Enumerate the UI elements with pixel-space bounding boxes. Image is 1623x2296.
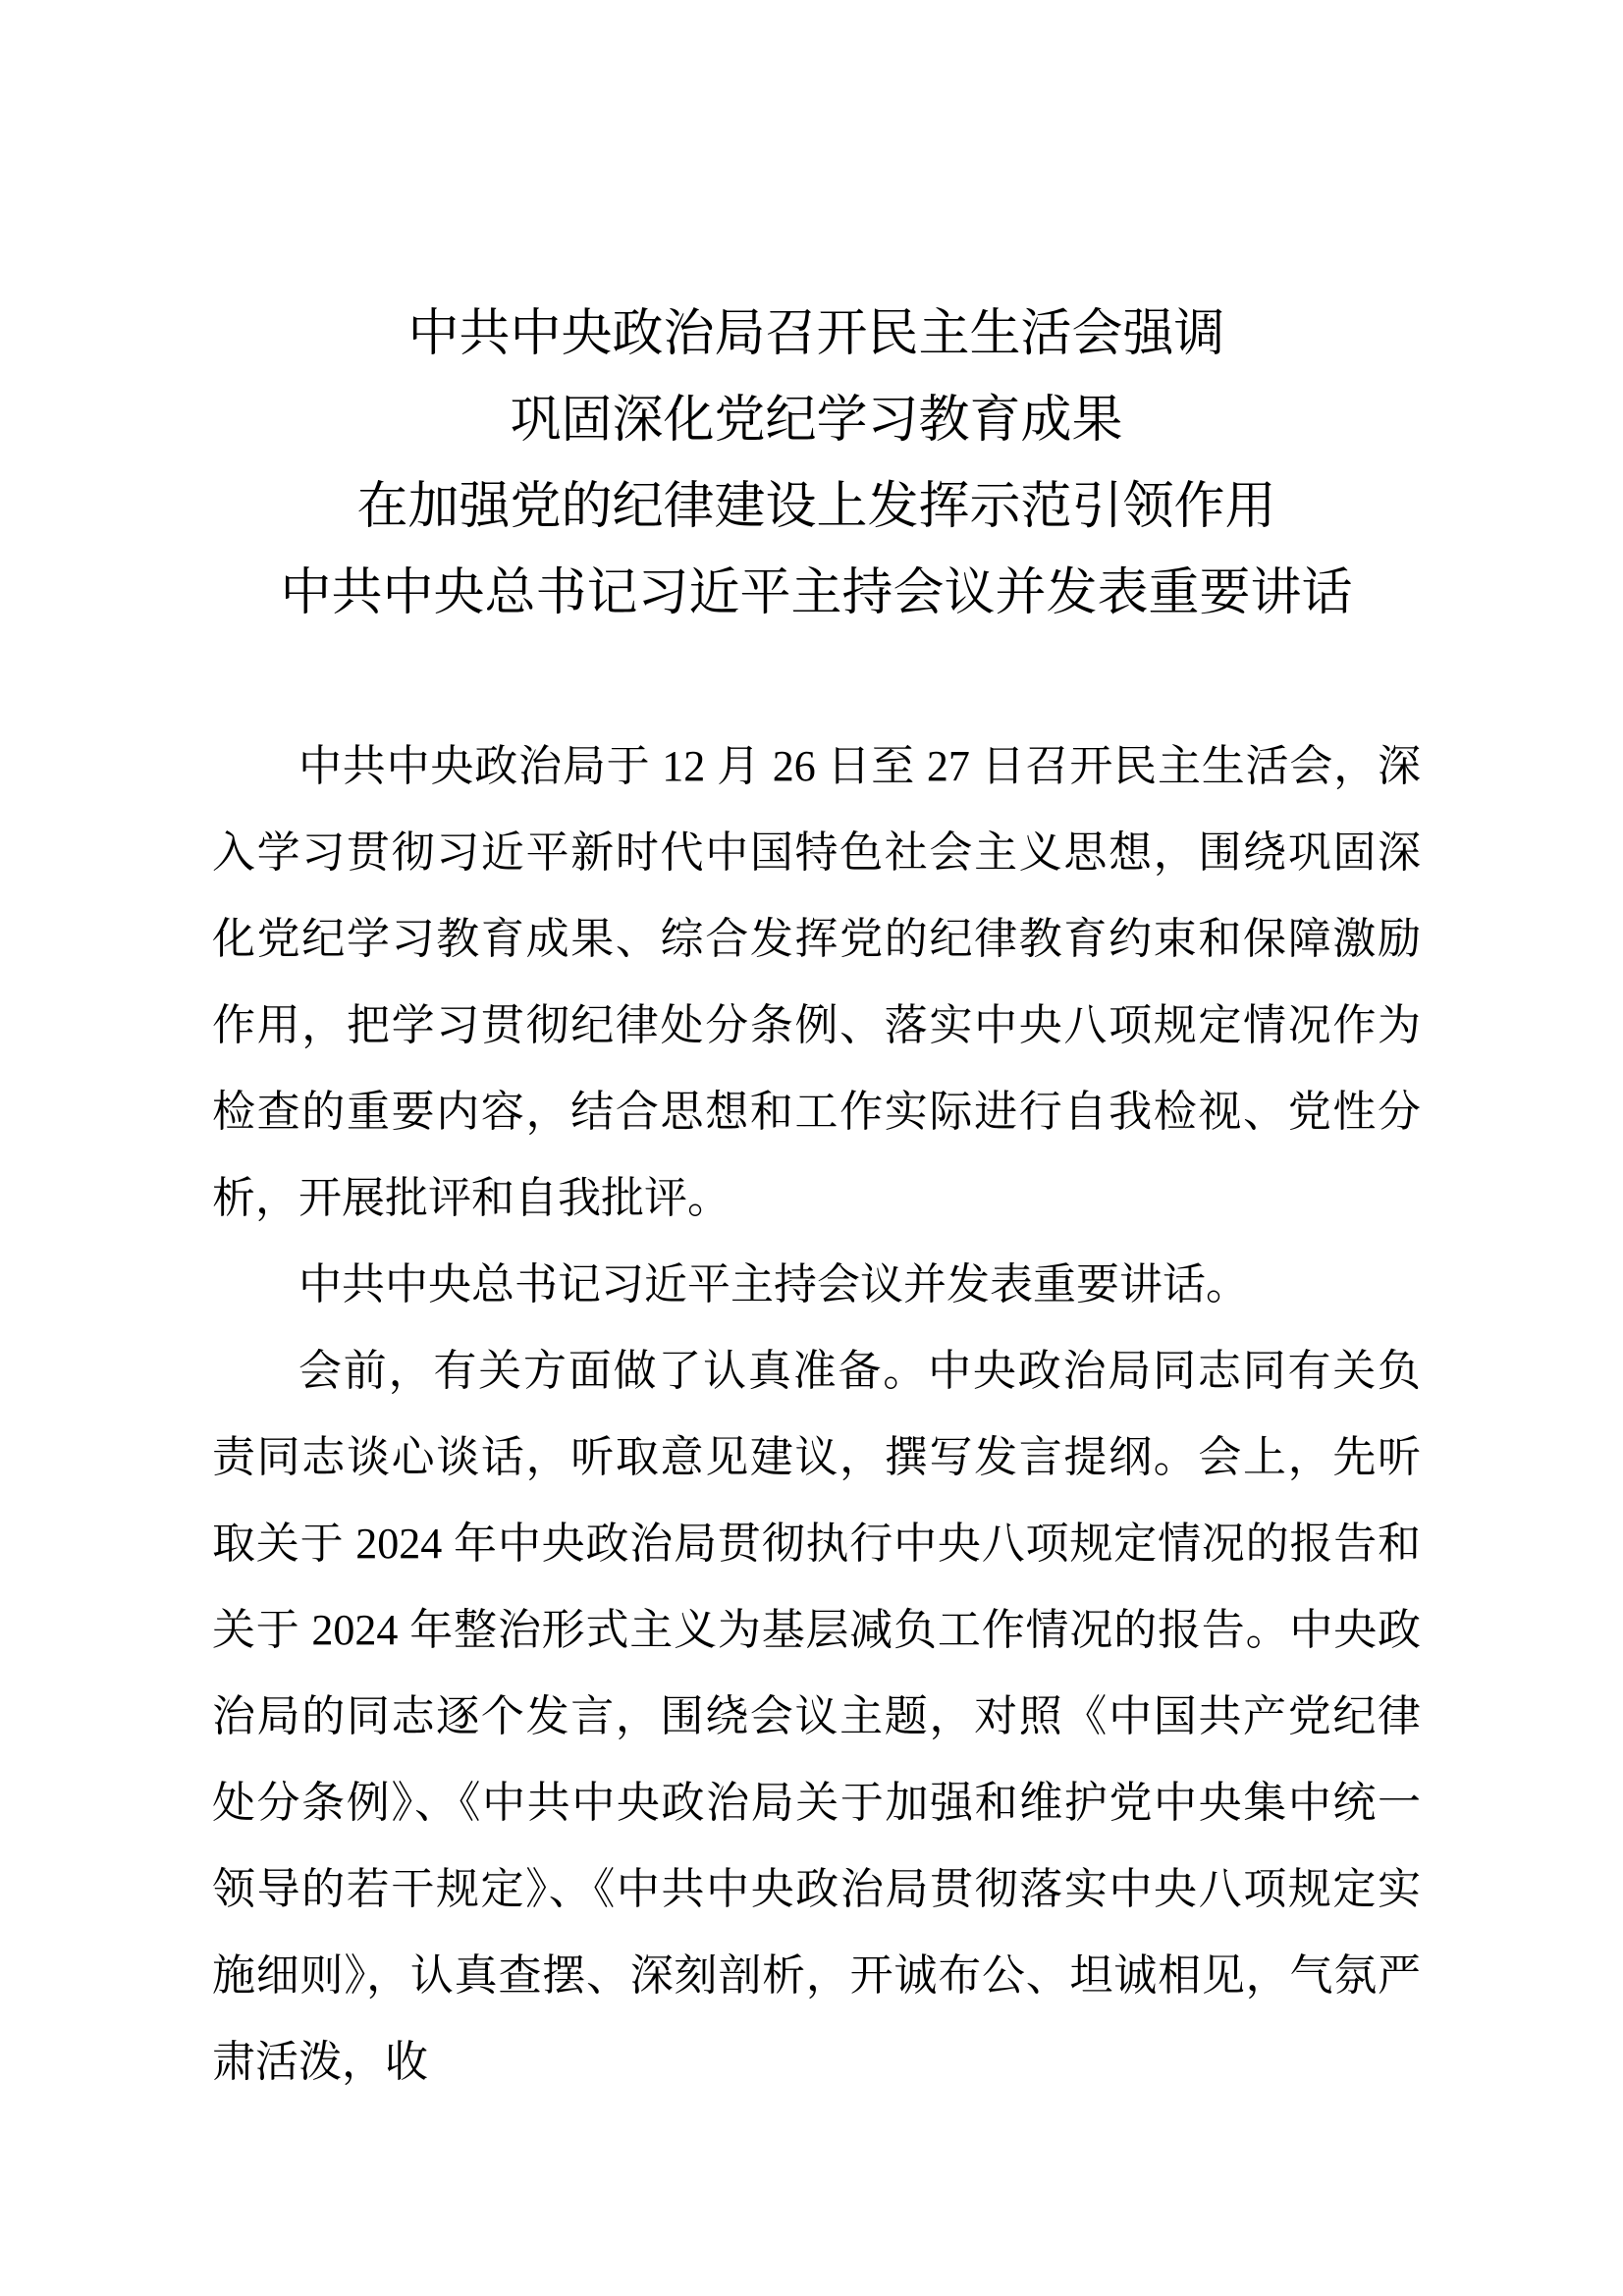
title-line-1: 中共中央政治局召开民主生活会强调 — [407, 306, 1225, 362]
title-line-3: 在加强党的纪律建设上发挥示范引领作用 — [356, 479, 1276, 535]
body-paragraph-3: 会前，有关方面做了认真准备。中央政治局同志同有关负责同志谈心谈话，听取意见建议，撰写发言提纲。会上，先听取关于 2024 年中央政治局贯彻执行中央八项规定情况的报告和关于 2024 年整治形式主义为基层减负工作情况的报告。中央政治局的同志逐个发言，围绕会议主题，对照《中国共产党纪律处分条例》、《中共中央政治局关于加强和维护党中央集中统一领导的若干规定》、《中共中央政治局贯彻落实中央八项规定实施细则》，认真查摆、深刻剖析，开诚布公、坦诚相见，气氛严肃活泼，收 — [212, 1347, 1421, 2086]
title-line-4: 中共中央总书记习近平主持会议并发表重要讲话 — [280, 565, 1353, 621]
document-body — [212, 723, 1421, 2106]
body-paragraph-1: 中共中央政治局于 12 月 26 日至 27 日召开民主生活会，深入学习贯彻习近平新时代中国特色社会主义思想，围绕巩固深化党纪学习教育成果、综合发挥党的纪律教育约束和保障激励作用，把学习贯彻纪律处分条例、落实中央八项规定情况作为检查的重要内容，结合思想和工作实际进行自我检视、党性分析，开展批评和自我批评。 — [212, 742, 1421, 1222]
document-title — [212, 292, 1421, 637]
body-paragraph-2: 中共中央总书记习近平主持会议并发表重要讲话。 — [298, 1260, 1249, 1308]
title-line-2: 巩固深化党纪学习教育成果 — [510, 393, 1123, 449]
